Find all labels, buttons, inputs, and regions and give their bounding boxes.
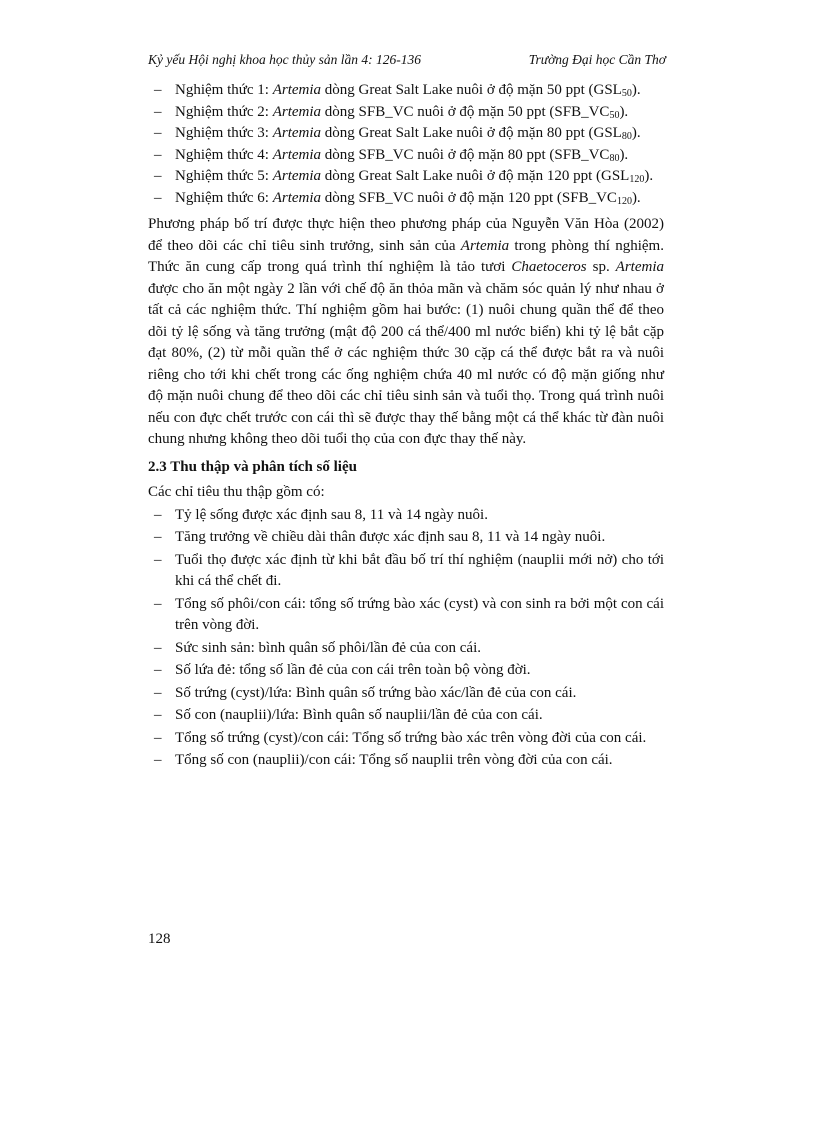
list-item: – Tổng số trứng (cyst)/con cái: Tổng số trứng bào xác trên vòng đời của con cái. — [154, 729, 647, 746]
list-item: – Tăng trưởng về chiều dài thân được xác định sau 8, 11 và 14 ngày nuôi. — [154, 529, 606, 545]
list-item: – Nghiệm thức 2: Artemia dòng SFB_VC nuôi ở độ mặn 50 ppt $(SFB\_VC_{50})$. — [154, 103, 629, 121]
list-item: – Nghiệm thức 3: Artemia dòng Great Salt Lake nuôi ở độ mặn 80 ppt $(GSL_{80})$. — [154, 125, 641, 142]
method-paragraph: Phương pháp bố trí được thực hiện theo phương pháp của Nguyễn Văn Hòa (2002) để theo dõi các chỉ tiêu sinh trưởng, sinh sản của Artemia trong phòng thí nghiệm. Thức ăn cung cấp trong quá trình thí nghiệm là tảo tươi Chaetoceros sp. Artemia được cho ăn một ngày 2 lần với chế độ ăn thỏa mãn và chăm sóc quản lý như nhau ở tất cả các nghiệm thức. Thí nghiệm gồm hai bước: (1) nuôi chung quần thể để theo dõi tỷ lệ sống và tăng trưởng (mật độ 200 cá thể/400 ml nước biển) khi tỷ lệ bắt cặp đạt 80%, (2) từ mỗi quần thể ở các nghiệm thức 30 cặp cá thể được bắt ra và nuôi riêng cho tới khi chết trong các ống nghiệm chứa 40 ml nước có độ mặn giống như độ mặn nuôi chung để theo dõi các chỉ tiêu sinh sản và tuổi thọ. Trong quá trình nuôi nếu con đực chết trước con cái thì sẽ được thay thế bằng một cá thể khác từ đàn nuôi chung nhưng không theo dõi tuổi thọ của con đực thay thế này. — [148, 216, 664, 447]
list-item: – Nghiệm thức 6: Artemia dòng SFB_VC nuôi ở độ mặn 120 ppt $(SFB\_VC_{120})$. — [154, 189, 641, 207]
list-item: – Sức sinh sản: bình quân số phôi/lần đẻ của con cái. — [154, 639, 481, 656]
section-heading: 2.3 Thu thập và phân tích số liệu — [148, 458, 357, 475]
header-proceedings: Kỷ yếu Hội nghị khoa học thủy sản lần 4: 126-136 — [148, 52, 421, 67]
treatment-list — [148, 80, 664, 209]
list-item: – Nghiệm thức 1: Artemia dòng Great Salt Lake nuôi ở độ mặn 50 ppt $(GSL_{50})$. — [154, 82, 641, 99]
body-content — [148, 80, 664, 773]
header-university: Trường Đại học Cần Thơ — [528, 52, 666, 67]
list-item: – Nghiệm thức 5: Artemia dòng Great Salt Lake nuôi ở độ mặn 120 ppt $(GSL_{120})$. — [154, 168, 654, 185]
list-item: – Tỷ lệ sống được xác định sau 8, 11 và 14 ngày nuôi. — [154, 506, 488, 523]
list-item: – Tổng số con (nauplii)/con cái: Tổng số nauplii trên vòng đời của con cái. — [154, 752, 613, 768]
list-item: – Tổng số phôi/con cái: tổng số trứng bào xác (cyst) và con sinh ra bởi một con cái trên vòng đời. — [154, 595, 664, 633]
list-item: – Số con (nauplii)/lứa: Bình quân số nauplii/lần đẻ của con cái. — [154, 707, 543, 723]
section-intro: Các chỉ tiêu thu thập gồm có: — [148, 484, 325, 500]
list-item: – Tuổi thọ được xác định từ khi bắt đầu bố trí thí nghiệm (nauplii mới nở) cho tới khi cá thể chết đi. — [154, 551, 664, 589]
indicator-list — [148, 505, 664, 772]
list-item: – Số trứng (cyst)/lứa: Bình quân số trứng bào xác/lần đẻ của con cái. — [154, 684, 577, 701]
list-item: – Nghiệm thức 4: Artemia dòng SFB_VC nuôi ở độ mặn 80 ppt $(SFB\_VC_{80})$. — [154, 146, 629, 164]
list-item: – Số lứa đẻ: tổng số lần đẻ của con cái trên toàn bộ vòng đời. — [154, 662, 531, 678]
page-number: 128 — [148, 931, 171, 947]
